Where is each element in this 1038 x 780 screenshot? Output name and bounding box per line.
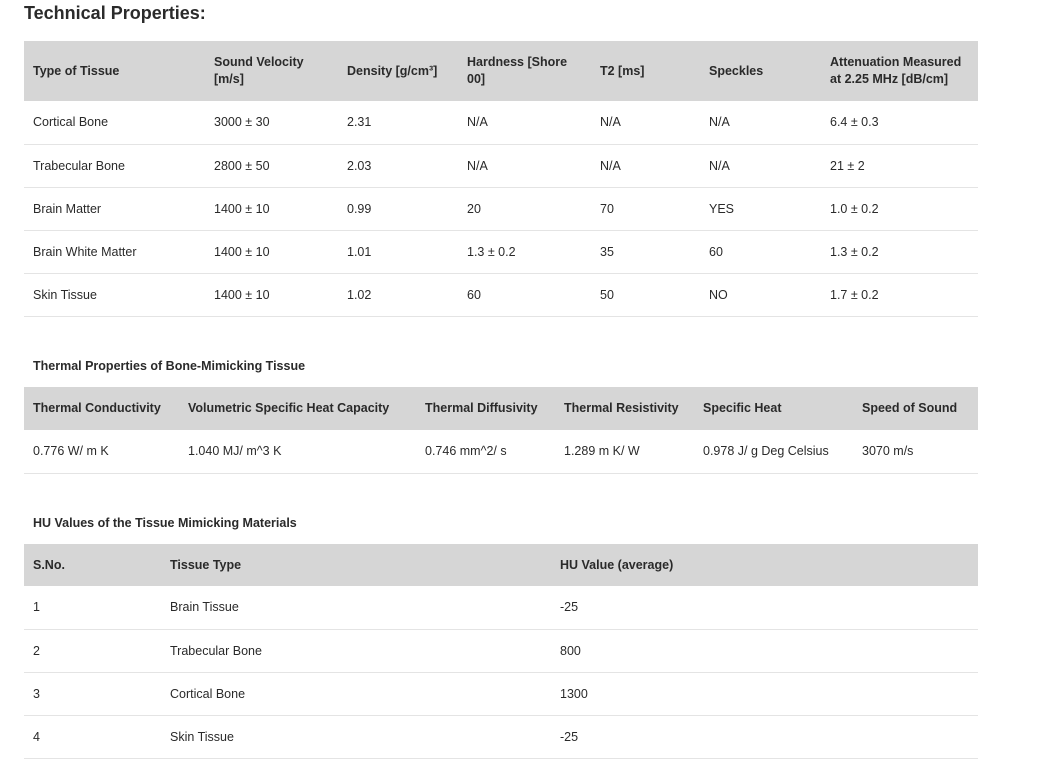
thermal-diffusivity-cell: 0.746 mm^2/ s xyxy=(416,430,555,473)
speckles-cell: N/A xyxy=(700,101,821,144)
sno-cell: 1 xyxy=(24,586,161,629)
attenuation-cell: 1.0 ± 0.2 xyxy=(821,187,978,230)
table-row xyxy=(24,586,978,629)
sound-velocity-cell: 3000 ± 30 xyxy=(205,101,338,144)
heat-capacity-cell: 1.040 MJ/ m^3 K xyxy=(179,430,416,473)
t2-cell: N/A xyxy=(591,144,700,187)
hu-section-heading: HU Values of the Tissue Mimicking Materials xyxy=(33,516,297,530)
tissue-type-cell: Skin Tissue xyxy=(161,715,551,758)
table-row xyxy=(24,629,978,672)
header-specific-heat: Specific Heat xyxy=(694,387,853,430)
table-row xyxy=(24,672,978,715)
density-cell: 2.03 xyxy=(338,144,458,187)
specific-heat-cell: 0.978 J/ g Deg Celsius xyxy=(694,430,853,473)
hardness-cell: 1.3 ± 0.2 xyxy=(458,230,591,273)
header-hardness: Hardness [Shore 00] xyxy=(458,41,591,101)
tissue-type-cell: Trabecular Bone xyxy=(24,144,205,187)
sno-cell: 4 xyxy=(24,715,161,758)
header-t2: T2 [ms] xyxy=(591,41,700,101)
table-row xyxy=(24,715,978,758)
sound-velocity-cell: 1400 ± 10 xyxy=(205,230,338,273)
table-header-row xyxy=(24,41,978,101)
sound-velocity-cell: 2800 ± 50 xyxy=(205,144,338,187)
tissue-type-cell: Brain Matter xyxy=(24,187,205,230)
table-header-row xyxy=(24,544,978,586)
header-sound-velocity: Sound Velocity [m/s] xyxy=(205,41,338,101)
sound-velocity-cell: 1400 ± 10 xyxy=(205,187,338,230)
table-row xyxy=(24,230,978,273)
tissue-type-cell: Cortical Bone xyxy=(24,101,205,144)
sno-cell: 2 xyxy=(24,629,161,672)
header-thermal-conductivity: Thermal Conductivity xyxy=(24,387,179,430)
sno-cell: 3 xyxy=(24,672,161,715)
header-attenuation: Attenuation Measured at 2.25 MHz [dB/cm] xyxy=(821,41,978,101)
hu-value-cell: -25 xyxy=(551,715,978,758)
thermal-resistivity-cell: 1.289 m K/ W xyxy=(555,430,694,473)
t2-cell: 70 xyxy=(591,187,700,230)
speed-of-sound-cell: 3070 m/s xyxy=(853,430,978,473)
tissue-type-cell: Brain Tissue xyxy=(161,586,551,629)
header-hu-value: HU Value (average) xyxy=(551,544,978,586)
header-speed-of-sound: Speed of Sound xyxy=(853,387,978,430)
hardness-cell: 20 xyxy=(458,187,591,230)
technical-properties-table xyxy=(24,41,978,317)
header-speckles: Speckles xyxy=(700,41,821,101)
header-heat-capacity: Volumetric Specific Heat Capacity xyxy=(179,387,416,430)
t2-cell: 35 xyxy=(591,230,700,273)
table-row xyxy=(24,101,978,144)
tissue-type-cell: Brain White Matter xyxy=(24,230,205,273)
attenuation-cell: 21 ± 2 xyxy=(821,144,978,187)
header-thermal-resistivity: Thermal Resistivity xyxy=(555,387,694,430)
density-cell: 1.01 xyxy=(338,230,458,273)
tissue-type-cell: Trabecular Bone xyxy=(161,629,551,672)
header-thermal-diffusivity: Thermal Diffusivity xyxy=(416,387,555,430)
page-title: Technical Properties: xyxy=(24,3,206,23)
header-density: Density [g/cm³] xyxy=(338,41,458,101)
speckles-cell: 60 xyxy=(700,230,821,273)
table-header-row xyxy=(24,387,978,430)
tissue-type-cell: Cortical Bone xyxy=(161,672,551,715)
hu-value-cell: 800 xyxy=(551,629,978,672)
hu-value-cell: 1300 xyxy=(551,672,978,715)
attenuation-cell: 6.4 ± 0.3 xyxy=(821,101,978,144)
table-row xyxy=(24,273,978,316)
table-row xyxy=(24,144,978,187)
header-sno: S.No. xyxy=(24,544,161,586)
density-cell: 1.02 xyxy=(338,273,458,316)
hardness-cell: N/A xyxy=(458,101,591,144)
speckles-cell: N/A xyxy=(700,144,821,187)
speckles-cell: YES xyxy=(700,187,821,230)
table-row xyxy=(24,430,978,473)
header-tissue-type: Tissue Type xyxy=(161,544,551,586)
t2-cell: 50 xyxy=(591,273,700,316)
thermal-section-heading: Thermal Properties of Bone-Mimicking Tissue xyxy=(33,359,306,373)
header-type-of-tissue: Type of Tissue xyxy=(24,41,205,101)
hu-values-table xyxy=(24,544,978,759)
table-row xyxy=(24,187,978,230)
attenuation-cell: 1.3 ± 0.2 xyxy=(821,230,978,273)
hu-value-cell: -25 xyxy=(551,586,978,629)
thermal-properties-table xyxy=(24,387,978,474)
attenuation-cell: 1.7 ± 0.2 xyxy=(821,273,978,316)
sound-velocity-cell: 1400 ± 10 xyxy=(205,273,338,316)
t2-cell: N/A xyxy=(591,101,700,144)
density-cell: 0.99 xyxy=(338,187,458,230)
hardness-cell: N/A xyxy=(458,144,591,187)
thermal-conductivity-cell: 0.776 W/ m K xyxy=(24,430,179,473)
hardness-cell: 60 xyxy=(458,273,591,316)
tissue-type-cell: Skin Tissue xyxy=(24,273,205,316)
speckles-cell: NO xyxy=(700,273,821,316)
density-cell: 2.31 xyxy=(338,101,458,144)
